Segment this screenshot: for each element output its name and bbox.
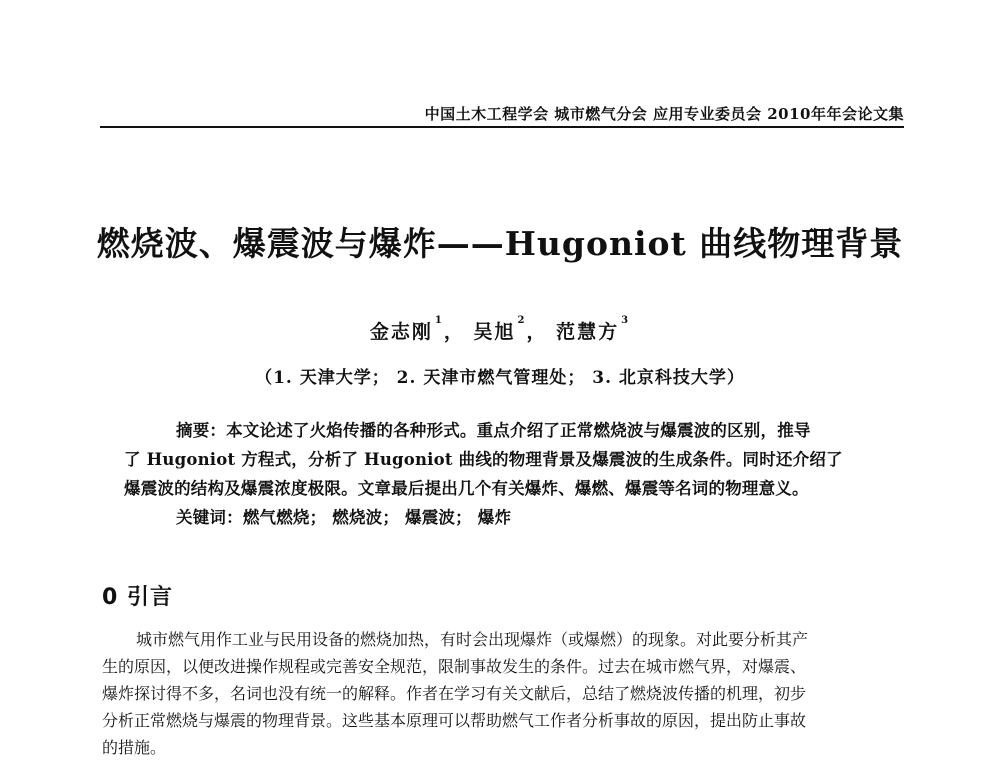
paragraph-line: 爆炸探讨得不多，名词也没有统一的解释。作者在学习有关文献后，总结了燃烧波传播的机理，初步 bbox=[102, 684, 807, 703]
author-name: 吴旭 bbox=[473, 321, 516, 343]
paragraph-line: 的措施。 bbox=[102, 738, 167, 757]
affiliations: （1. 天津大学； 2. 天津市燃气管理处； 3. 北京科技大学） bbox=[255, 368, 745, 388]
body-paragraph bbox=[102, 626, 908, 761]
author-affiliation-mark: 2 bbox=[517, 315, 527, 326]
paragraph-line: 分析正常燃烧与爆震的物理背景。这些基本原理可以帮助燃气工作者分析事故的原因，提出防止事故 bbox=[102, 711, 807, 730]
abstract-line bbox=[124, 416, 876, 445]
paragraph-line: 生的原因，以便改进操作规程或完善安全规范，限制事故发生的条件。过去在城市燃气界，对爆震、 bbox=[102, 657, 807, 676]
section-heading: 0 引言 bbox=[102, 585, 173, 610]
abstract-label: 摘要： bbox=[176, 421, 227, 440]
keywords-text: 燃气燃烧； 燃烧波； 爆震波； 爆炸 bbox=[242, 508, 512, 527]
author-affiliation-mark: 3 bbox=[621, 315, 631, 326]
running-header bbox=[0, 0, 1000, 140]
abstract bbox=[124, 416, 876, 532]
abstract-line: 爆震波的结构及爆震浓度极限。文章最后提出几个有关爆炸、爆燃、爆震等名词的物理意义。 bbox=[124, 479, 809, 498]
running-header-text: 中国土木工程学会 城市燃气分会 应用专业委员会 2010年年会论文集 bbox=[424, 105, 904, 123]
author-affiliation-mark: 1 bbox=[434, 315, 444, 326]
abstract-line: 了 Hugoniot 方程式，分析了 Hugoniot 曲线的物理背景及爆震波的生成条件。同时还介绍了 bbox=[124, 450, 843, 469]
paper-title: 燃烧波、爆震波与爆炸——Hugoniot 曲线物理背景 bbox=[96, 224, 904, 263]
author-list: 金志刚$^1$， 吴旭$^2$， 范慧方$^3$ bbox=[369, 315, 631, 343]
keywords-line bbox=[124, 503, 876, 532]
author-name: 金志刚 bbox=[369, 321, 433, 343]
abstract-text: 本文论述了火焰传播的各种形式。重点介绍了正常燃烧波与爆震波的区别，推导 bbox=[226, 421, 811, 440]
header-rule bbox=[100, 126, 904, 128]
author-name: 范慧方 bbox=[556, 321, 620, 343]
keywords-label: 关键词： bbox=[176, 508, 243, 527]
paragraph-line: 城市燃气用作工业与民用设备的燃烧加热，有时会出现爆炸（或爆燃）的现象。对此要分析其产 bbox=[136, 630, 809, 649]
